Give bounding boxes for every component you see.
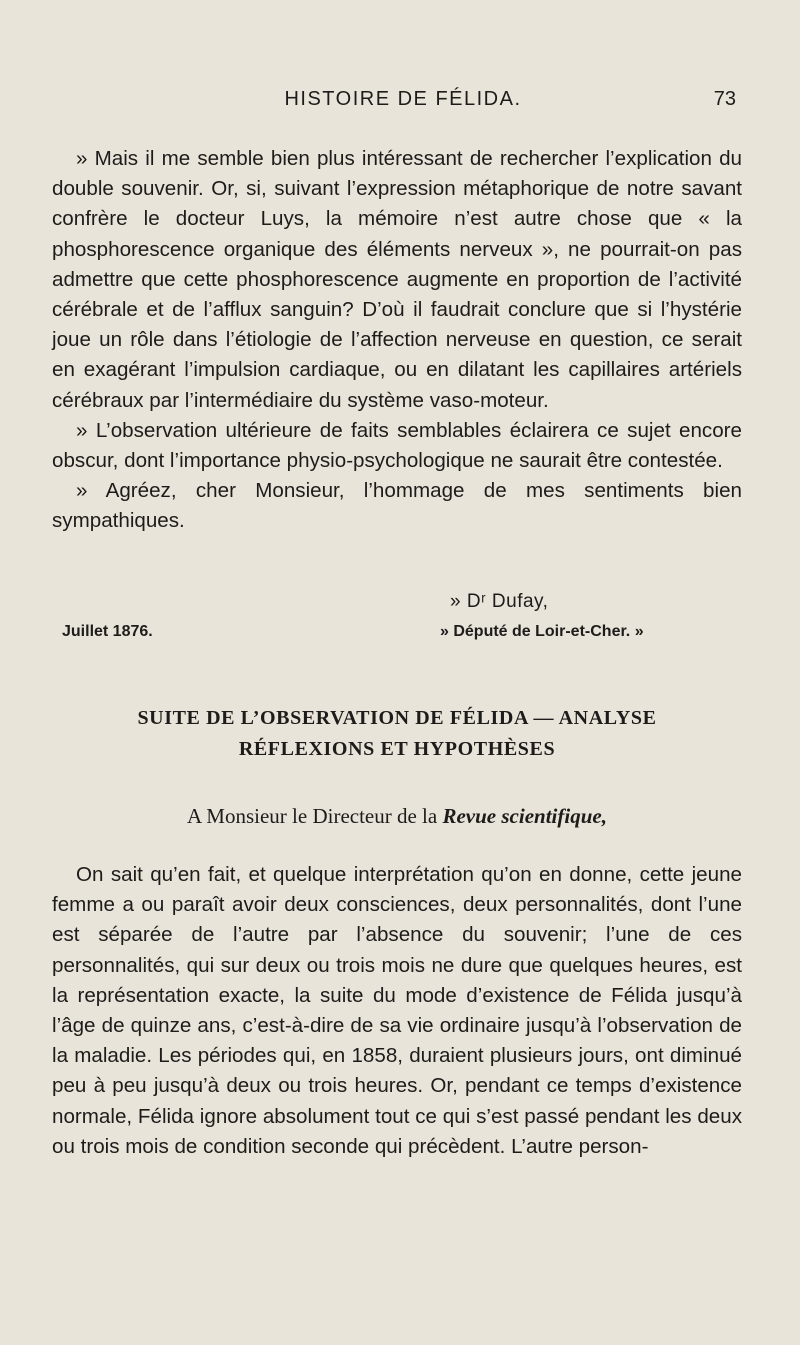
letter-date: Juillet 1876.	[62, 623, 153, 640]
section-heading-line2: RÉFLEXIONS ET HYPOTHÈSES	[238, 738, 556, 760]
letter-paragraph: » Mais il me semble bien plus intéressant de rechercher l’explication du double souvenir. Or, si, suivant l’expression métaphorique de notre savant confrère le docteur Luys, la mémoire n’est autre chose que « la phosphorescence organique des éléments nerveux », ne pourrait-on pas admettre que cette phosphorescence augmente en proportion de l’activité cérébrale et de l’afflux sanguin? D’où il faudrait conclure que si l’hystérie joue un rôle dans l’étiologie de l’affection nerveuse en question, ce serait en exagérant l’impulsion cardiaque, ou en dilatant les capillaires artériels cérébraux par l’intermédiaire du système vaso-moteur.	[52, 147, 742, 412]
address-prefix: A Monsieur le Directeur de la	[187, 804, 443, 828]
letter-body	[52, 144, 742, 537]
letter-paragraph: » Agréez, cher Monsieur, l’hommage de mes sentiments bien sympathiques.	[52, 479, 742, 533]
page-number: 73	[713, 88, 736, 110]
journal-title: Revue scientifique,	[442, 804, 607, 828]
address-line	[52, 804, 742, 829]
section-heading-line1: SUITE DE L’OBSERVATION DE FÉLIDA — ANALYSE	[137, 707, 657, 729]
signature-name: » Dʳ Dufay,	[450, 591, 549, 612]
running-head	[52, 88, 742, 116]
running-title: HISTOIRE DE FÉLIDA.	[284, 88, 522, 110]
signature-title: » Député de Loir-et-Cher. »	[440, 623, 644, 640]
section-body	[52, 860, 742, 1162]
letter-paragraph: » L’observation ultérieure de faits semblables éclairera ce sujet encore obscur, dont l’importance physio-psychologique ne saurait être contestée.	[52, 418, 742, 473]
section-paragraph: On sait qu’en fait, et quelque interprétation qu’on en donne, cette jeune femme a ou paraît avoir deux consciences, deux personnalités, dont l’une est séparée de l’autre par l’absence du souvenir; l’une de ces personnalités, qui sur deux ou trois mois ne dure que quelques heures, est la représentation exacte, la suite du mode d’existence de Félida jusqu’à l’âge de quinze ans, c’est-à-dire de sa vie ordinaire jusqu’à l’observation de la maladie. Les périodes qui, en 1858, duraient plusieurs jours, ont diminué peu à peu jusqu’à deux ou trois heures. Or, pendant ce temps d’existence normale, Félida ignore absolument tout ce qui s’est passé pendant les deux ou trois mois de condition seconde qui précèdent. L’autre person-	[52, 863, 742, 1158]
